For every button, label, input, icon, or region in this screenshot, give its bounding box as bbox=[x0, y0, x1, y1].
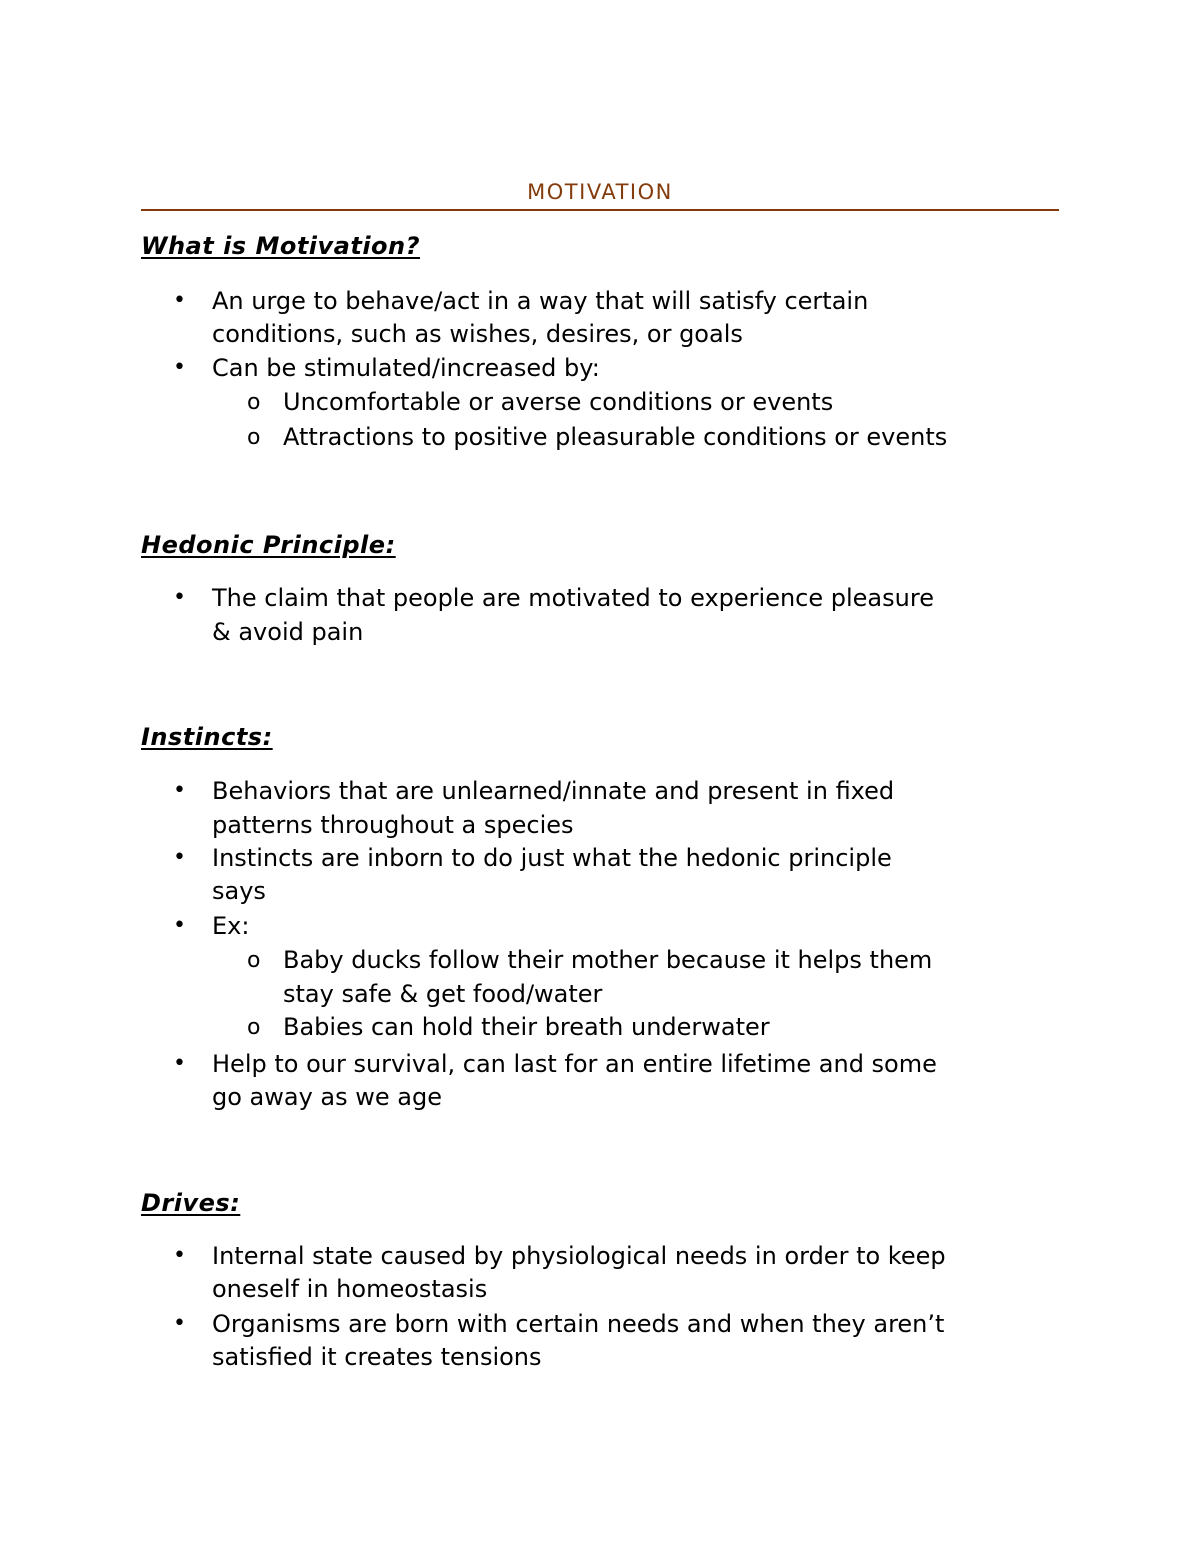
list-item-text: Organisms are born with certain needs and when they aren’t bbox=[212, 1310, 945, 1338]
section-heading-instincts: Instincts: bbox=[141, 723, 273, 751]
list-item-text: Internal state caused by physiological needs in order to keep bbox=[212, 1242, 946, 1270]
list-item-text: & avoid pain bbox=[212, 618, 364, 646]
sub-bullet-icon: o bbox=[247, 1015, 261, 1040]
sub-list-item-text: Baby ducks follow their mother because it helps them bbox=[283, 946, 933, 974]
list-item-text: Behaviors that are unlearned/innate and present in fixed bbox=[212, 777, 895, 805]
title-divider bbox=[141, 209, 1059, 211]
list-item-text: conditions, such as wishes, desires, or goals bbox=[212, 320, 743, 348]
sub-bullet-icon: o bbox=[247, 425, 261, 450]
list-item-text: Help to our survival, can last for an entire lifetime and some bbox=[212, 1050, 937, 1078]
list-item-text: Can be stimulated/increased by: bbox=[212, 354, 600, 382]
bullet-icon: • bbox=[173, 1051, 186, 1076]
sub-list-item-text: Attractions to positive pleasurable conditions or events bbox=[283, 423, 948, 451]
list-item-text: oneself in homeostasis bbox=[212, 1275, 488, 1303]
bullet-icon: • bbox=[173, 288, 186, 313]
sub-list-item-text: stay safe & get food/water bbox=[283, 980, 603, 1008]
list-item-text: Ex: bbox=[212, 912, 250, 940]
sub-list-item-text: Babies can hold their breath underwater bbox=[283, 1013, 770, 1041]
list-item-text: Instincts are inborn to do just what the hedonic principle bbox=[212, 844, 892, 872]
bullet-icon: • bbox=[173, 1311, 186, 1336]
list-item-text: go away as we age bbox=[212, 1083, 442, 1111]
bullet-icon: • bbox=[173, 845, 186, 870]
bullet-icon: • bbox=[173, 1243, 186, 1268]
bullet-icon: • bbox=[173, 355, 186, 380]
section-heading-motivation: What is Motivation? bbox=[141, 232, 421, 260]
list-item-text: patterns throughout a species bbox=[212, 811, 574, 839]
sub-bullet-icon: o bbox=[247, 390, 261, 415]
document-title: MOTIVATION bbox=[527, 180, 673, 204]
list-item-text: satisfied it creates tensions bbox=[212, 1343, 542, 1371]
bullet-icon: • bbox=[173, 778, 186, 803]
section-heading-hedonic: Hedonic Principle: bbox=[141, 531, 396, 559]
list-item-text: An urge to behave/act in a way that will satisfy certain bbox=[212, 287, 869, 315]
bullet-icon: • bbox=[173, 913, 186, 938]
section-heading-drives: Drives: bbox=[141, 1189, 241, 1217]
list-item-text: says bbox=[212, 877, 266, 905]
sub-bullet-icon: o bbox=[247, 948, 261, 973]
list-item-text: The claim that people are motivated to experience pleasure bbox=[212, 584, 934, 612]
bullet-icon: • bbox=[173, 585, 186, 610]
sub-list-item-text: Uncomfortable or averse conditions or events bbox=[283, 388, 834, 416]
